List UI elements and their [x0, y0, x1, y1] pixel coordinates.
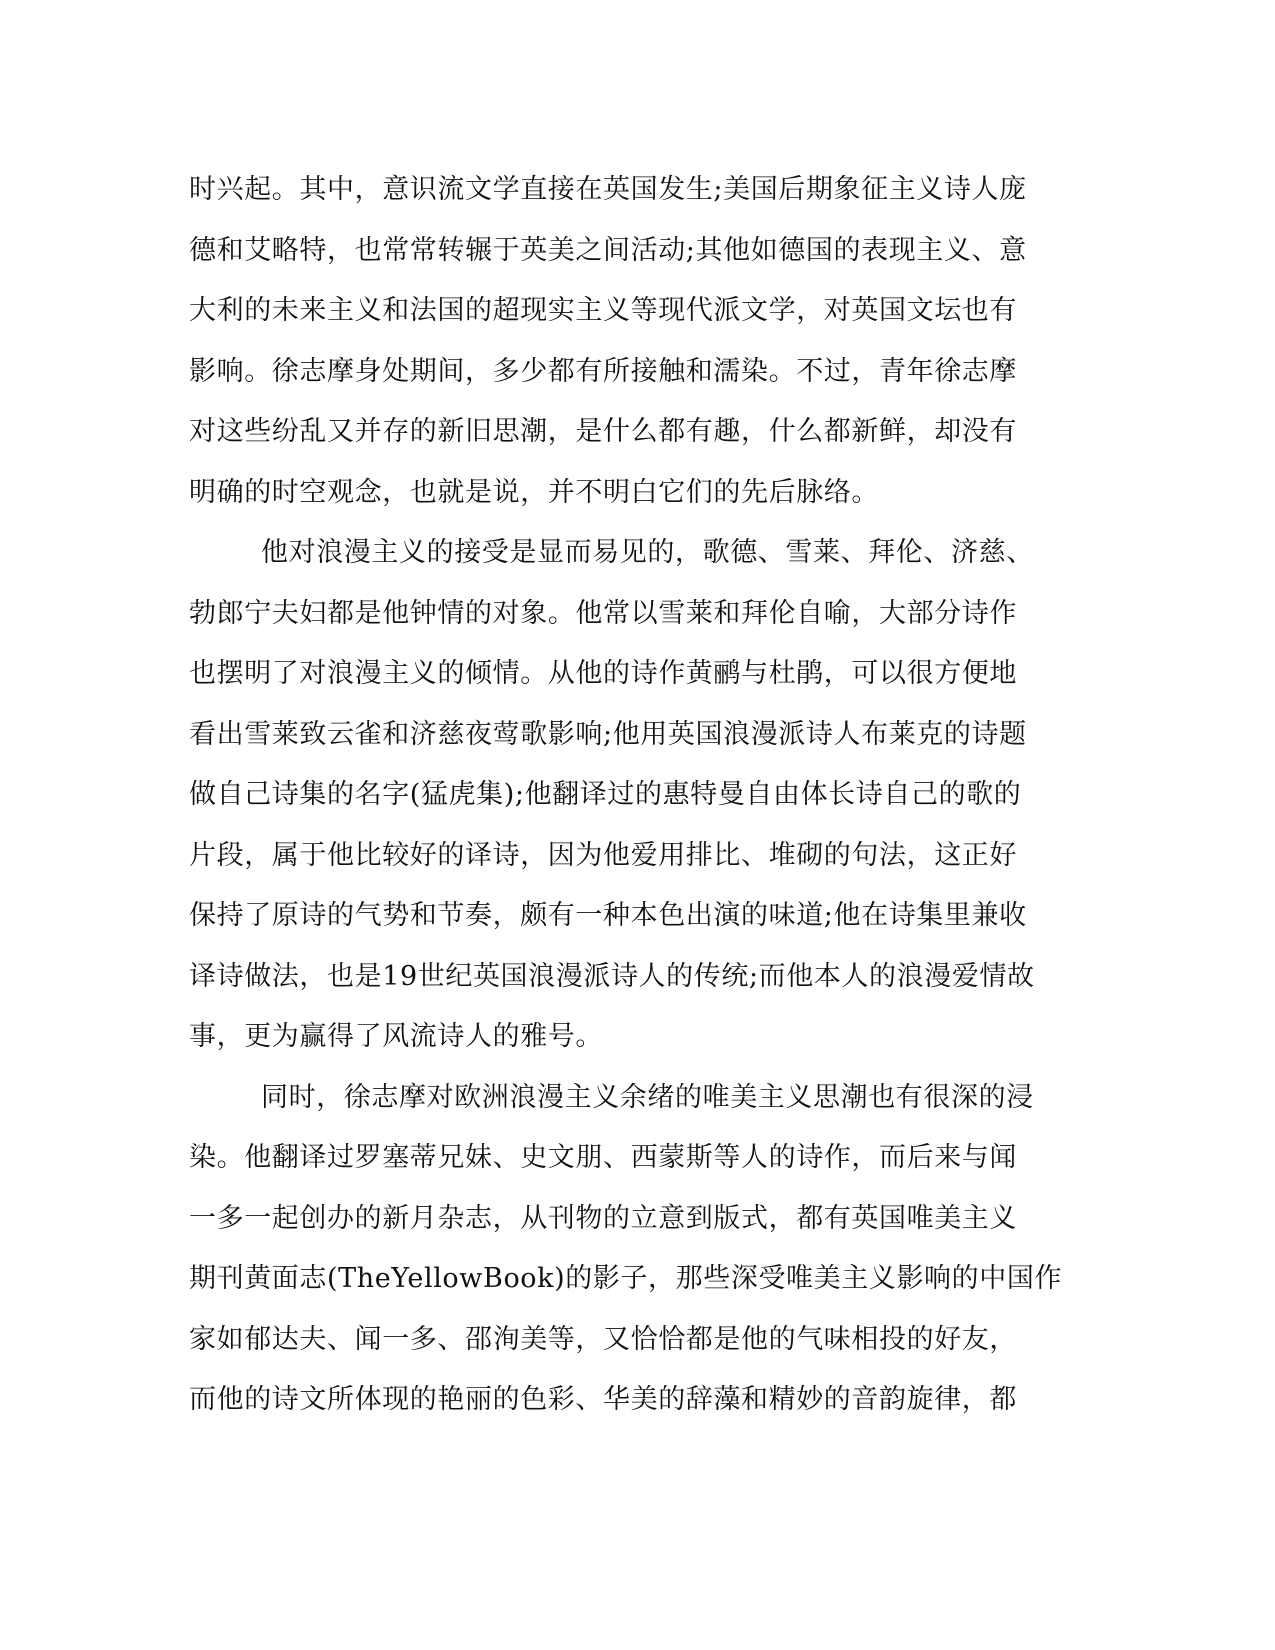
text-line: 一多一起创办的新月杂志，从刊物的立意到版式，都有英国唯美主义 [189, 1202, 1017, 1234]
text-line: 对这些纷乱又并存的新旧思潮，是什么都有趣，什么都新鲜，却没有 [189, 416, 1017, 447]
text-line: 期刊黄面志(TheYellowBook)的影子，那些深受唯美主义影响的中国作 [189, 1263, 1063, 1294]
text-line: 明确的时空观念，也就是说，并不明白它们的先后脉络。 [189, 476, 879, 508]
text-line: 事，更为赢得了风流诗人的雅号。 [189, 1021, 603, 1052]
text-line: 时兴起。其中，意识流文学直接在英国发生;美国后期象征主义诗人庞 [189, 174, 1027, 205]
text-line: 勃郎宁夫妇都是他钟情的对象。他常以雪莱和拜伦自喻，大部分诗作 [189, 597, 1017, 629]
text-line: 影响。徐志摩身处期间，多少都有所接触和濡染。不过，青年徐志摩 [189, 355, 1017, 387]
paragraph-1 [189, 160, 1079, 523]
text-line: 德和艾略特，也常常转辗于英美之间活动;其他如德国的表现主义、意 [189, 234, 1027, 266]
text-line: 保持了原诗的气势和节奏，颇有一种本色出演的味道;他在诗集里兼收 [189, 900, 1027, 931]
text-line: 同时，徐志摩对欧洲浪漫主义余绪的唯美主义思潮也有很深的浸 [261, 1081, 1034, 1113]
paragraph-2 [189, 523, 1079, 1068]
text-line: 家如郁达夫、闻一多、邵洵美等，又恰恰都是他的气味相投的好友， [189, 1323, 1017, 1355]
text-line: 做自己诗集的名字(猛虎集);他翻译过的惠特曼自由体长诗自己的歌的 [189, 779, 1022, 810]
text-line: 译诗做法，也是19世纪英国浪漫派诗人的传统;而他本人的浪漫爱情故 [189, 960, 1035, 992]
body-text [189, 160, 1079, 1431]
text-line: 看出雪莱致云雀和济慈夜莺歌影响;他用英国浪漫派诗人布莱克的诗题 [189, 718, 1027, 750]
text-line: 染。他翻译过罗塞蒂兄妹、史文朋、西蒙斯等人的诗作，而后来与闻 [189, 1142, 1017, 1173]
paragraph-3 [189, 1068, 1079, 1431]
text-line: 他对浪漫主义的接受是显而易见的，歌德、雪莱、拜伦、济慈、 [261, 537, 1034, 568]
text-line: 也摆明了对浪漫主义的倾情。从他的诗作黄鹂与杜鹃，可以很方便地 [189, 658, 1017, 689]
text-line: 大利的未来主义和法国的超现实主义等现代派文学，对英国文坛也有 [189, 295, 1017, 326]
text-line: 而他的诗文所体现的艳丽的色彩、华美的辞藻和精妙的音韵旋律，都 [189, 1384, 1017, 1415]
text-line: 片段，属于他比较好的译诗，因为他爱用排比、堆砌的句法，这正好 [189, 839, 1017, 871]
